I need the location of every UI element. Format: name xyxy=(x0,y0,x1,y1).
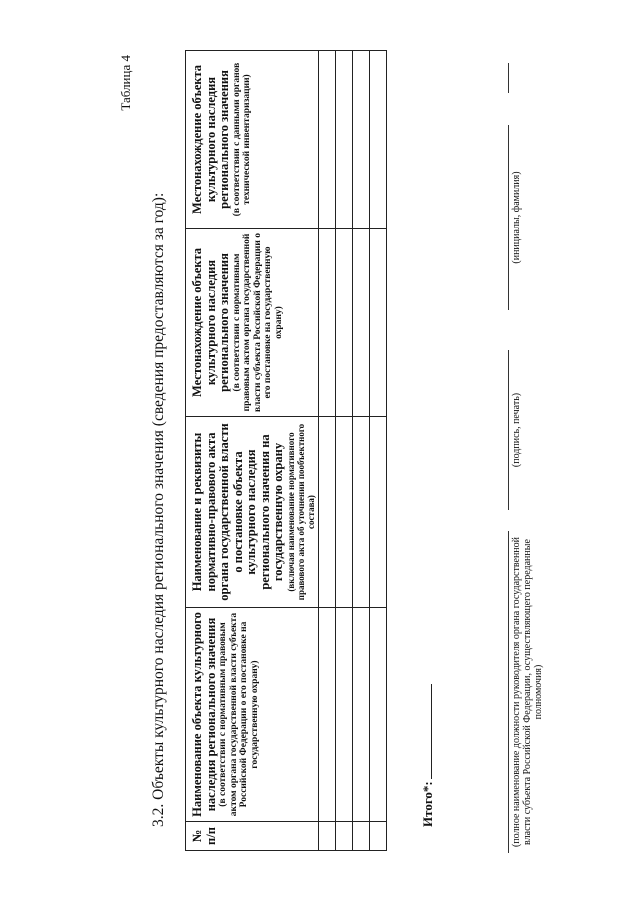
table-header-row xyxy=(186,51,319,851)
heritage-objects-table xyxy=(185,50,387,851)
section-title: 3.2. Объекты культурного наследия регионального значения (сведения предоставляются за год): xyxy=(150,192,167,827)
table-cell xyxy=(369,51,386,229)
table-row xyxy=(335,51,352,851)
signature-sign-block xyxy=(508,350,522,510)
col-header-legal-act-label: Наименование и реквизиты нормативно-правового акта органа государственной власти о постановке объекта культурного наследия регионального значения на государственную охрану xyxy=(190,423,285,601)
table-cell xyxy=(369,229,386,417)
col-header-location-act-note: (в соответствии с нормативным правовым актом органа государственной власти субъекта Российской Федерации о его постановке на государственную охрану) xyxy=(231,233,284,412)
col-header-location-act xyxy=(186,229,319,417)
total-row xyxy=(420,684,436,827)
col-header-object-name xyxy=(186,608,319,822)
col-header-legal-act-note: (включая наименование нормативного правового акта об уточнении пообъектного состава) xyxy=(285,423,316,601)
table-cell xyxy=(318,417,335,608)
signature-official-caption: (полное наименование должности руководителя органа государственной власти субъекта Российской Федерации, осуществляющего переданные полномочия) xyxy=(511,536,544,848)
signature-name-block xyxy=(508,125,522,310)
table-cell xyxy=(318,51,335,229)
table-cell xyxy=(318,229,335,417)
signature-official-block xyxy=(508,531,544,853)
col-header-number xyxy=(186,822,319,851)
table-cell xyxy=(318,608,335,822)
col-header-location-act-label: Местонахождение объекта культурного наследия регионального значения xyxy=(190,247,231,398)
total-label: Итого*: xyxy=(420,781,435,827)
table-cell xyxy=(335,229,352,417)
table-cell xyxy=(369,417,386,608)
col-header-object-name-label: Наименование объекта культурного наследия регионального значения xyxy=(190,612,218,817)
table-row xyxy=(352,51,369,851)
table-cell xyxy=(352,229,369,417)
col-header-legal-act xyxy=(186,417,319,608)
table-cell xyxy=(369,822,386,851)
table-cell xyxy=(335,822,352,851)
total-value-line xyxy=(430,684,432,779)
table-row xyxy=(318,51,335,851)
table-cell xyxy=(335,417,352,608)
col-header-object-name-note: (в соответствии с нормативным правовым актом органа государственной власти субъекта Российской Федерации о его постановке на государственную охрану) xyxy=(218,612,260,817)
signature-extra-line xyxy=(508,63,509,93)
table-row xyxy=(369,51,386,851)
table-cell xyxy=(335,51,352,229)
signature-extra-line-block xyxy=(508,63,509,93)
signature-name-caption: (инициалы, фамилия) xyxy=(511,171,522,264)
table-caption: Таблица 4 xyxy=(118,55,133,111)
table-cell xyxy=(369,608,386,822)
table-cell xyxy=(352,822,369,851)
table-cell xyxy=(352,417,369,608)
table-cell xyxy=(335,608,352,822)
table-cell xyxy=(352,608,369,822)
col-header-number-label: № п/п xyxy=(190,827,218,845)
col-header-location-inventory xyxy=(186,51,319,229)
table-cell xyxy=(318,822,335,851)
table-cell xyxy=(352,51,369,229)
col-header-location-inventory-note: (в соответствии с данными органов технической инвентаризации) xyxy=(231,62,252,217)
col-header-location-inventory-label: Местонахождение объекта культурного наследия регионального значения xyxy=(190,64,231,215)
signature-sign-caption: (подпись, печать) xyxy=(511,392,522,468)
